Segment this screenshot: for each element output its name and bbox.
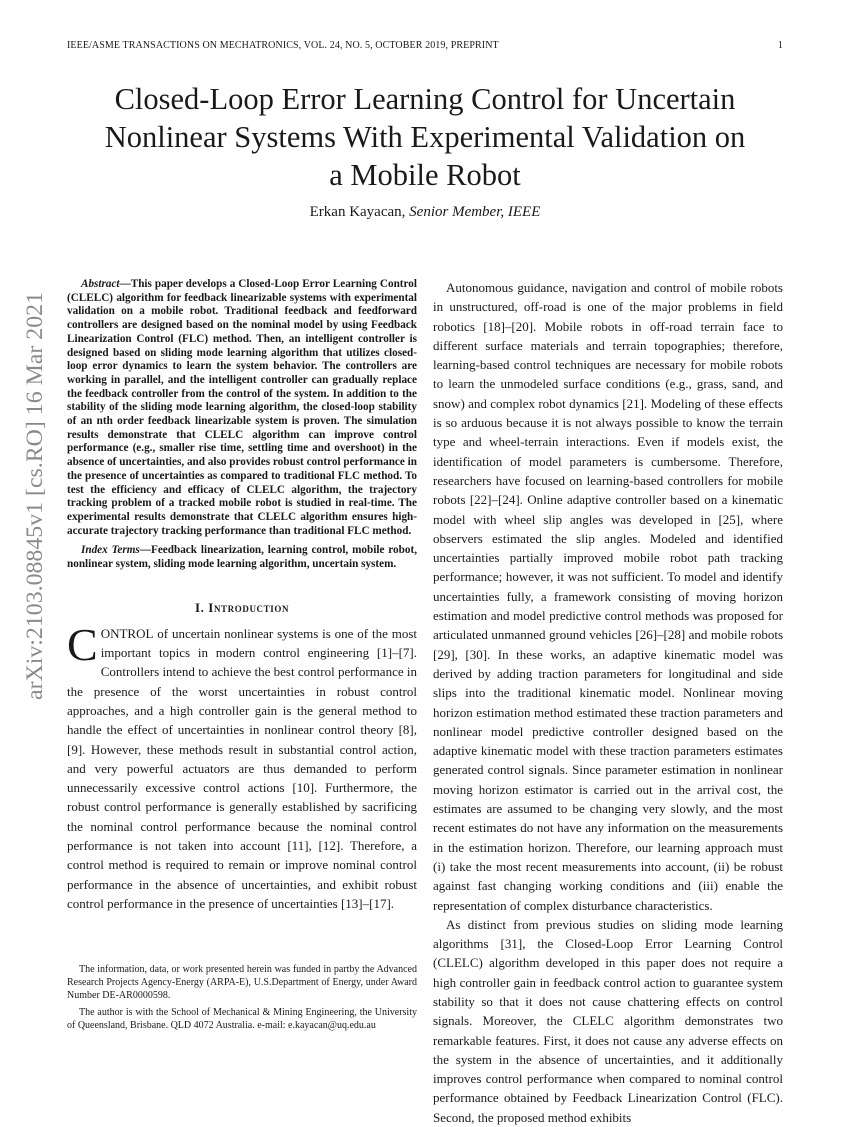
title-line-3: a Mobile Robot bbox=[329, 158, 521, 192]
section-number: I. bbox=[194, 599, 209, 615]
journal-line: IEEE/ASME TRANSACTIONS ON MECHATRONICS, VOL. 24, NO. 5, OCTOBER 2019, PREPRINT bbox=[67, 40, 499, 51]
author-affiliation: Senior Member, IEEE bbox=[409, 204, 541, 220]
footnotes bbox=[67, 963, 417, 1032]
index-terms bbox=[67, 544, 417, 571]
index-terms-body: —Feedback linearization, learning control, mobile robot, nonlinear system, sliding mode learning algorithm, uncertain system. bbox=[67, 544, 417, 571]
title-line-1: Closed-Loop Error Learning Control for Uncertain bbox=[114, 82, 736, 116]
right-paragraph-1: Autonomous guidance, navigation and control of mobile robots in unstructured, off-road is one of the major problems in field robotics [18]–[20]. Mobile robots in off-road terrain face to different surface materials and terrain topographies; therefore, learning-based control techniques are necessary for mobile robots to learn the unmodeled surface conditions (e.g., grass, sand, and snow) and complex robot dynamics [21]. Modeling of these effects is so arduous because it is not always possible to know the terrain type and wheel-terrain interactions. Even if models exist, the identification of model parameters is cumbersome. Therefore, researchers have focused on learning-based controllers for mobile robots [22]–[24]. Online adaptive controller based on a kinematic model with wheel slip angles was developed in [25], where observers estimated the slip angles. Modeled and identified uncertainties partially improved mobile robot path tracking performance; however, it was not sufficient. To model and identify uncertainties fully, a framework consisting of moving horizon estimation and model predictive control methods was proposed for articulated unmanned ground vehicles [26]–[28] and mobile robots [29], [30]. In these works, an adaptive kinematic model was derived by adding traction parameters for longitudinal and side slips into the traditional kinematic model. Nonlinear moving horizon estimation method estimated these traction parameters and nonlinear model predictive controller designed based on the adaptive kinematic model with these traction parameters estimates generated control signals. Since parameter estimation in nonlinear moving horizon estimator is carried out in the arrival cost, the estimates are assumed to be changing very slowly, and the most recent estimates do not have any information on the measurements in the estimation horizon. Therefore, our learning approach must (i) take the most recent measurements into account, (ii) be robust against fast changing working conditions and (iii) enable the representation of complex disturbance characteristics. bbox=[433, 280, 783, 913]
drop-cap: C bbox=[67, 618, 98, 670]
footnote-affiliation: The author is with the School of Mechanical & Mining Engineering, the University of Queensland, Brisbane. QLD 4072 Australia. e-mail: e.kayacan@uq.edu.au bbox=[67, 1007, 417, 1031]
author-line bbox=[0, 204, 850, 221]
section-heading-introduction bbox=[67, 600, 417, 616]
right-paragraph-2: As distinct from previous studies on sliding mode learning algorithms [31], the Closed-Loop Error Learning Control (CLELC) algorithm developed in this paper does not require a high controller gain in feedback control action to guarantee system stability so that it does not cause chattering effects on control signals. Moreover, the CLELC algorithm demonstrates two remarkable features. First, it does not cause any adverse effects on the system in the absence of uncertainties, and it additionally improves control performance when compared to nominal control performance obtained by Feedback Linearization Control (FLC). Second, the proposed method exhibits bbox=[433, 916, 783, 1125]
intro-first-word: ONTROL bbox=[100, 625, 154, 641]
running-header bbox=[67, 40, 783, 54]
abstract-lead: Abstract bbox=[81, 278, 120, 290]
paper-title bbox=[40, 80, 810, 194]
right-column bbox=[433, 278, 783, 1127]
abstract-body: —This paper develops a Closed-Loop Error Learning Control (CLELC) algorithm for feedback linearizable systems with experimental validation on a mobile robot. Traditional feedback and feedforward controllers are designed based on the nominal model by using Feedback Linearization Control (FLC) method. Then, an intelligent controller is designed based on sliding mode learning algorithm that utilizes closed-loop error dynamics to learn the system behavior. The controllers are working in parallel, and the intelligent controller can gradually replace the feedback controller from the control of the system. In addition to the stability of the sliding mode learning algorithm, the closed-loop stability of an nth order feedback linearizable system is proven. The simulation results demonstrate that CLELC algorithm can improve control performance (e.g., smaller rise time, settling time and overshoot) in the absence of uncertainties, and also provides robust control performance in the presence of uncertainties as compared to traditional FLC method. To test the efficiency and efficacy of CLELC algorithm, the trajectory tracking problem of a tracked mobile robot is studied in real-time. The experimental results demonstrate that CLELC algorithm ensures high-accurate trajectory tracking performance than traditional FLC method. bbox=[67, 278, 417, 537]
left-column bbox=[67, 278, 417, 913]
footnote-funding: The information, data, or work presented herein was funded in partby the Advanced Research Projects Agency-Energy (ARPA-E), U.S.Department of Energy, under Award Number DE-AR0000598. bbox=[67, 964, 417, 1001]
intro-paragraph bbox=[67, 618, 417, 913]
arxiv-stamp bbox=[6, 290, 56, 700]
section-title: Introduction bbox=[208, 599, 290, 615]
author-name: Erkan Kayacan, bbox=[309, 204, 410, 220]
index-terms-lead: Index Terms bbox=[81, 544, 140, 557]
arxiv-stamp-text: arXiv:2103.08845v1 [cs.RO] 16 Mar 2021 bbox=[22, 306, 47, 700]
page-number: 1 bbox=[777, 40, 783, 51]
intro-body: of uncertain nonlinear systems is one of the most important topics in modern control engineering [1]–[7]. Controllers intend to achieve the best control performance in the presence of the worst uncertainties in robust control approaches, and a high controller gain is the general method to handle the effect of uncertainties in nonlinear control theory [8], [9]. However, these methods result in substantial control action, and very powerful actuators are thus demanded to perform unnecessarily excessive control actions [10]. Furthermore, the robust control performance is generally established by sacrificing the nominal control performance because the nominal control performance is not taken into account [11], [12]. Therefore, a control method is required to remain or improve nominal control performance in the absence of uncertainties, and exhibit robust control performance in the presence of uncertainties [13]–[17]. bbox=[67, 625, 417, 911]
title-line-2: Nonlinear Systems With Experimental Validation on bbox=[104, 120, 746, 154]
abstract bbox=[67, 278, 417, 538]
